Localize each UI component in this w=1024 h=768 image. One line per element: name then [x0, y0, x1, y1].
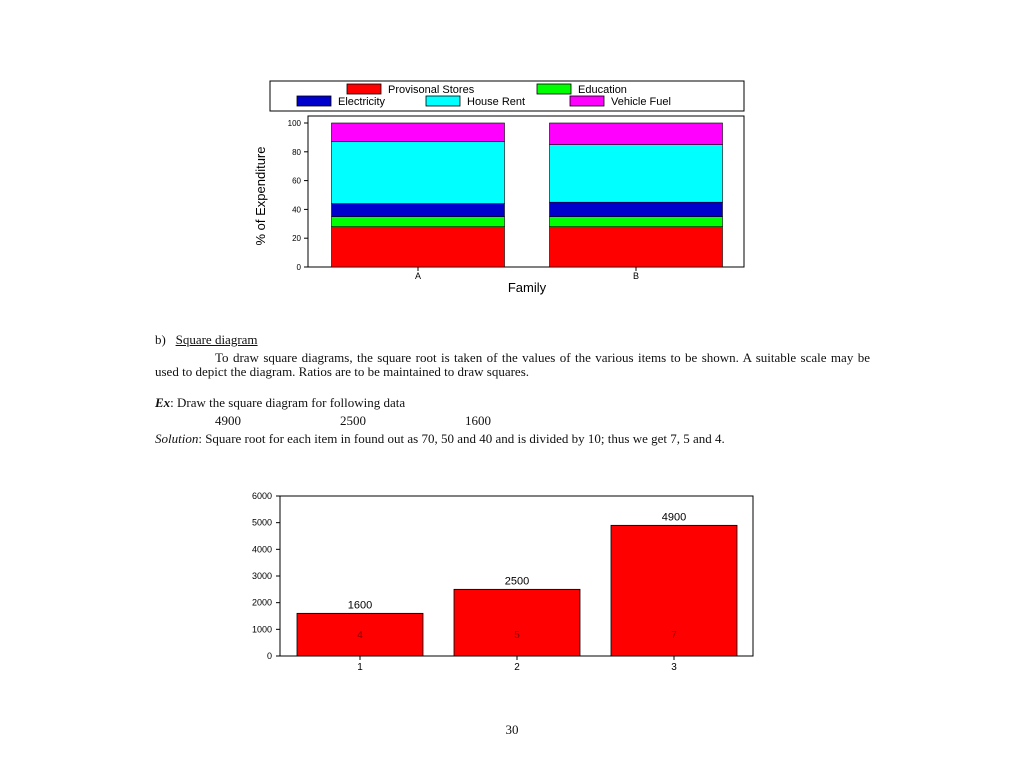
x-tick-label-2: 3 — [671, 662, 677, 673]
inner-label: 7 — [671, 630, 677, 641]
heading-prefix: b) — [155, 332, 166, 347]
heading-title: Square diagram — [175, 332, 258, 347]
example-label: Ex — [155, 395, 171, 410]
data-label: 2500 — [504, 575, 530, 588]
x-tick-label: A — [414, 271, 422, 281]
y-tick-label-2: 2000 — [251, 597, 272, 608]
value-2: 2500 — [340, 413, 366, 428]
legend-label: Electricity — [338, 96, 386, 108]
bar-segment — [332, 217, 505, 227]
section-heading — [155, 333, 870, 347]
bar-segment — [332, 204, 505, 217]
y-tick-label-2: 1000 — [251, 624, 272, 635]
legend-swatch — [347, 84, 381, 94]
bar — [454, 589, 580, 656]
legend-label: Provisonal Stores — [388, 84, 475, 96]
bar-segment — [550, 145, 723, 203]
y-tick-label: 20 — [292, 234, 301, 244]
legend-label: House Rent — [467, 96, 526, 108]
x-axis-title: Family — [507, 280, 547, 295]
x-tick-label-2: 2 — [514, 662, 520, 673]
inner-label: 4 — [357, 630, 363, 641]
x-tick-label: B — [632, 271, 640, 281]
y-tick-label: 0 — [296, 263, 301, 272]
solution-text: : Square root for each item in found out as 70, 50 and 40 and is divided by 10; thus we get 7, 5 and 4. — [198, 431, 725, 446]
y-tick-label-2: 5000 — [251, 517, 272, 528]
y-axis-title: % of Expenditure — [253, 146, 268, 246]
legend-swatch — [297, 96, 331, 106]
data-label: 1600 — [347, 599, 373, 612]
bar-segment — [332, 142, 505, 204]
page-number: 30 — [505, 722, 519, 737]
y-tick-label-2: 6000 — [251, 491, 272, 501]
y-tick-label: 60 — [292, 176, 301, 186]
y-tick-label-2: 0 — [266, 651, 272, 661]
stacked-bar-chart — [253, 81, 744, 295]
legend-swatch — [426, 96, 460, 106]
y-tick-label-2: 4000 — [251, 544, 272, 555]
data-label: 4900 — [661, 511, 687, 524]
value-3: 1600 — [465, 413, 491, 428]
bar-segment — [550, 217, 723, 227]
x-tick-label-2: 1 — [357, 662, 363, 673]
example-values — [215, 414, 615, 428]
paragraph-intro: To draw square diagrams, the square root is taken of the values of the various items to be shown. A suitable scale may be used to depict the diagram. Ratios are to be maintained to draw squares. — [155, 350, 870, 379]
legend-swatch — [537, 84, 571, 94]
bar-chart — [252, 491, 753, 673]
example-line — [155, 396, 870, 410]
solution-label: Solution — [155, 431, 199, 446]
bar-segment — [550, 123, 723, 145]
bar-segment — [332, 123, 505, 142]
y-tick-label: 80 — [292, 147, 301, 157]
example-text: : Draw the square diagram for following data — [170, 395, 406, 410]
y-tick-label-2: 3000 — [251, 571, 272, 581]
legend-label: Vehicle Fuel — [611, 96, 671, 108]
bar-segment — [332, 227, 505, 267]
legend-swatch — [570, 96, 604, 106]
value-1: 4900 — [215, 413, 241, 428]
y-tick-label: 40 — [292, 205, 301, 215]
bar-segment — [550, 202, 723, 216]
bar-segment — [550, 227, 723, 267]
inner-label: 5 — [514, 630, 520, 641]
y-tick-label: 100 — [287, 119, 301, 128]
solution-paragraph — [155, 432, 870, 446]
legend-label: Education — [578, 84, 627, 96]
